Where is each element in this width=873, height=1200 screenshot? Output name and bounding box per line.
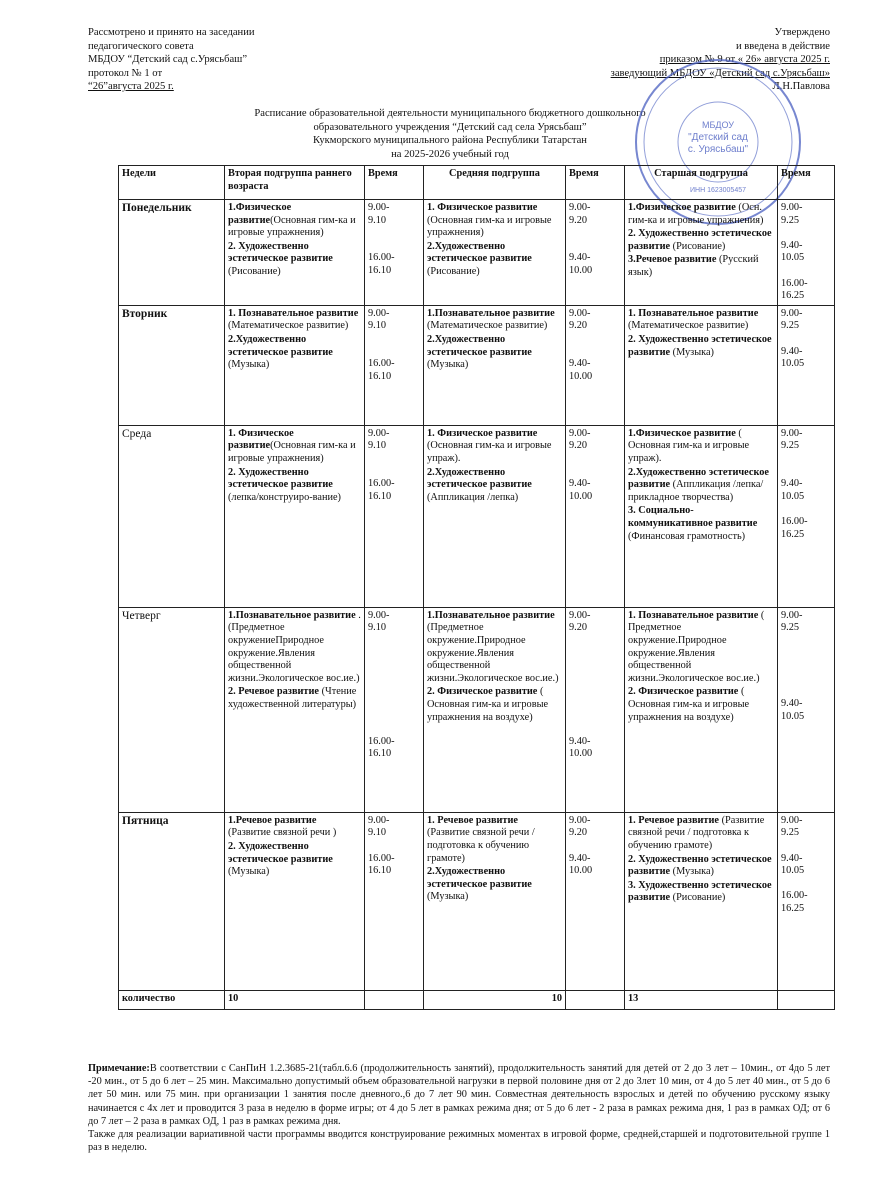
time-cell: 9.00- 9.20 9.40- 10.00 <box>566 305 625 425</box>
activity-item <box>427 815 562 865</box>
header-left-line: Рассмотрено и принято на заседании <box>88 27 255 38</box>
activity-detail: (Рисование) <box>228 265 281 277</box>
activity-item <box>427 866 562 904</box>
activity-item <box>228 841 361 879</box>
activity-cell <box>625 425 778 607</box>
activity-item <box>427 610 562 686</box>
activity-detail: (Чтение художественной литературы) <box>228 686 357 710</box>
time-cell: 9.00- 9.10 16.00- 16.10 <box>365 305 424 425</box>
activity-detail: (Музыка) <box>228 359 270 371</box>
activity-detail: (Основная гим-ка и игровые упражнения) <box>228 440 356 464</box>
activity-item <box>427 334 562 372</box>
activity-detail: (Основная гим-ка и игровые упраж). <box>427 440 552 464</box>
document-title <box>200 107 700 161</box>
count-value: 13 <box>625 990 778 1009</box>
day-cell: Пятница <box>119 812 225 990</box>
count-label: количество <box>119 990 225 1009</box>
table-row <box>119 425 835 607</box>
activity-cell <box>424 425 566 607</box>
count-value: 10 <box>424 990 566 1009</box>
activity-detail: (Музыка) <box>427 891 469 903</box>
activity-item <box>628 854 774 879</box>
activity-title: 2.Художественно эстетическое развитие <box>427 333 532 358</box>
activity-item <box>228 202 361 240</box>
activity-title: 2. Художественно эстетическое развитие <box>628 228 772 252</box>
header-right-line: Л.Н.Павлова <box>772 81 830 92</box>
activity-title: 2.Художественно эстетическое развитие <box>628 466 769 491</box>
activity-detail: (Предметное окружение.Природное окружение.Явления общественной жизни.Экологическое вос.ие.) <box>427 622 559 684</box>
stamp-text: МБДОУ <box>701 120 735 130</box>
header-right-line: приказом № 9 от « 26» августа 2025 г. <box>659 54 830 65</box>
activity-item <box>628 202 774 227</box>
activity-title: 2. Художественно эстетическое развитие <box>228 840 333 865</box>
activity-detail: ( Основная гим-ка и игровые упраж). <box>628 427 750 464</box>
activity-detail: (Рисование) <box>427 265 480 277</box>
activity-item <box>628 505 774 543</box>
time-cell: 9.00- 9.20 9.40- 10.00 <box>566 200 625 306</box>
activity-title: 2. Художественно эстетическое развитие <box>228 240 333 265</box>
activity-cell <box>225 425 365 607</box>
day-cell: Вторник <box>119 305 225 425</box>
activity-cell <box>225 200 365 306</box>
activity-item <box>427 241 562 279</box>
activity-title: 1. Познавательное развитие <box>228 307 359 319</box>
time-cell: 9.00- 9.25 9.40- 10.05 <box>778 607 835 812</box>
activity-item <box>228 815 361 840</box>
header-left-line: протокол № 1 от <box>88 67 163 79</box>
activity-title: 1. Речевое развитие <box>427 814 518 826</box>
activity-detail: (Рисование) <box>670 892 726 904</box>
column-header: Время <box>778 166 835 200</box>
time-cell: 9.00- 9.20 9.40- 10.00 <box>566 607 625 812</box>
activity-cell <box>625 607 778 812</box>
column-header: Время <box>365 166 424 200</box>
activity-title: 2.Художественно эстетическое развитие <box>427 466 532 491</box>
activity-item <box>427 467 562 505</box>
activity-detail: (Музыка) <box>427 359 469 371</box>
activity-title: 2. Физическое развитие <box>628 686 739 698</box>
activity-detail: (Основная гим-ка и игровые упражнения) <box>427 214 552 239</box>
time-cell: 9.00- 9.20 9.40- 10.00 <box>566 812 625 990</box>
activity-item <box>628 334 774 359</box>
activity-detail: ( Основная гим-ка и игровые упражнения на воздухе) <box>427 686 549 723</box>
activity-cell <box>424 305 566 425</box>
activity-detail: (Рисование) <box>670 240 726 252</box>
schedule-table <box>118 165 835 1010</box>
activity-title: 3. Художественно эстетическое развитие <box>628 879 772 904</box>
activity-title: 1.Познавательное развитие <box>427 307 555 319</box>
title-line: на 2025-2026 учебный год <box>391 148 509 160</box>
table-row <box>119 305 835 425</box>
count-value: 10 <box>225 990 365 1009</box>
activity-title: 1. Физическое развитие <box>228 427 294 452</box>
activity-title: 2.Художественно эстетическое развитие <box>427 240 532 265</box>
activity-detail: (Русский язык) <box>628 254 759 278</box>
activity-cell <box>225 305 365 425</box>
activity-detail: (лепка/конструиро-вание) <box>228 491 341 503</box>
activity-item <box>628 428 774 466</box>
activity-title: 1.Физическое развитие <box>628 202 736 213</box>
table-header-row <box>119 166 835 200</box>
activity-item <box>228 334 361 372</box>
activity-item <box>228 308 361 333</box>
activity-title: 1.Физическое развитие <box>228 202 292 226</box>
activity-item <box>628 610 774 686</box>
activity-title: 1. Познавательное развитие <box>628 307 759 319</box>
activity-cell <box>625 812 778 990</box>
header-left-line: педагогического совета <box>88 40 194 52</box>
activity-title: 1. Речевое развитие <box>628 814 719 826</box>
activity-detail: (Развитие связной речи / подготовка к обучению грамоте) <box>628 814 765 851</box>
activity-detail: ( Основная гим-ка и игровые упражнения на воздухе) <box>628 686 750 723</box>
time-cell: 9.00- 9.20 9.40- 10.00 <box>566 425 625 607</box>
activity-title: 2. Речевое развитие <box>228 686 319 698</box>
activity-item <box>427 308 562 333</box>
table-row <box>119 200 835 306</box>
stamp-text: ИНН 1623005457 <box>689 187 747 194</box>
activity-detail: (Развитие связной речи ) <box>228 827 337 839</box>
count-empty <box>365 990 424 1009</box>
day-cell: Среда <box>119 425 225 607</box>
activity-detail: (Музыка) <box>670 346 714 358</box>
table-row <box>119 607 835 812</box>
count-empty <box>778 990 835 1009</box>
activity-cell <box>625 200 778 306</box>
activity-detail: (Математическое развитие) <box>228 320 349 332</box>
title-line: Расписание образовательной деятельности муниципального бюджетного дошкольного <box>254 108 646 119</box>
column-header: Время <box>566 166 625 200</box>
time-cell: 9.00- 9.10 16.00- 16.10 <box>365 425 424 607</box>
activity-detail: (Развитие связной речи /подготовка к обучению грамоте) <box>427 827 535 864</box>
activity-title: 2. Художественно эстетическое развитие <box>628 333 772 358</box>
day-cell: Четверг <box>119 607 225 812</box>
activity-detail: (Музыка) <box>670 866 714 878</box>
activity-detail: (Осн. гим-ка и игровые упражнения) <box>628 202 764 226</box>
activity-item <box>628 228 774 253</box>
activity-title: 2. Художественно эстетическое развитие <box>628 853 772 878</box>
activity-cell <box>225 607 365 812</box>
activity-cell <box>424 200 566 306</box>
time-cell: 9.00- 9.10 16.00- 16.10 <box>365 607 424 812</box>
activity-item <box>228 686 361 711</box>
activity-item <box>228 241 361 279</box>
activity-title: 1.Познавательное развитие <box>228 609 356 621</box>
header-left-line: “26”августа 2025 г. <box>88 81 174 92</box>
activity-detail: (Математическое развитие) <box>628 320 749 332</box>
activity-title: 1. Физическое развитие <box>427 427 538 439</box>
stamp-text: с. Урясьбаш" <box>687 144 749 155</box>
activity-item <box>228 610 361 686</box>
activity-title: 1.Физическое развитие <box>628 427 736 439</box>
header-right-line: и введена в действие <box>735 40 830 52</box>
table-row <box>119 812 835 990</box>
activity-item <box>228 467 361 505</box>
time-cell: 9.00- 9.25 9.40- 10.05 16.00- 16.25 <box>778 812 835 990</box>
note-label: Примечание: <box>88 1063 150 1074</box>
activity-item <box>427 202 562 240</box>
count-row <box>119 990 835 1009</box>
activity-detail: (Аппликация /лепка/ прикладное творчества) <box>628 479 764 503</box>
header-right-line: заведующий МБДОУ «Детский сад с.Урясьбаш» <box>610 67 830 79</box>
title-line: образовательного учреждения “Детский сад села Урясьбаш” <box>313 121 587 133</box>
time-cell: 9.00- 9.10 16.00- 16.10 <box>365 200 424 306</box>
activity-item <box>228 428 361 466</box>
activity-detail: (Финансовая грамотность) <box>628 530 746 542</box>
activity-title: 3. Социально-коммуникативное развитие <box>628 505 758 529</box>
activity-detail: ( Предметное окружение.Природное окружение.Явления общественной жизни.Экологическое вос.ие.) <box>628 609 765 684</box>
activity-title: 2. Художественно эстетическое развитие <box>228 466 333 491</box>
activity-title: 2. Физическое развитие <box>427 686 538 698</box>
column-header: Недели <box>119 166 225 200</box>
activity-cell <box>225 812 365 990</box>
activity-item <box>427 686 562 724</box>
activity-detail: (Музыка) <box>228 866 270 878</box>
time-cell: 9.00- 9.10 16.00- 16.10 <box>365 812 424 990</box>
activity-title: 1.Познавательное развитие <box>427 609 555 621</box>
activity-title: 2.Художественно эстетическое развитие <box>228 333 333 358</box>
activity-cell <box>424 812 566 990</box>
approval-order-block <box>560 26 830 94</box>
time-cell: 9.00- 9.25 9.40- 10.05 16.00- 16.25 <box>778 200 835 306</box>
stamp-text: "Детский сад <box>688 132 748 143</box>
column-header: Вторая подгруппа раннего возраста <box>225 166 365 200</box>
note-paragraph: Также для реализации вариативной части программы вводится конструирование режимных моментах в игровой форме, средней,старшей и подготовительной группе 1 раз в неделю. <box>88 1129 830 1154</box>
approval-council-block <box>88 26 348 94</box>
activity-cell <box>625 305 778 425</box>
activity-title: 3.Речевое развитие <box>628 254 717 266</box>
activity-detail: (Математическое развитие) <box>427 320 548 332</box>
activity-detail: (Основная гим-ка и игровые упражнения) <box>228 214 356 239</box>
activity-title: 1. Познавательное развитие <box>628 609 759 621</box>
count-empty <box>566 990 625 1009</box>
activity-item <box>427 428 562 466</box>
note-text: В соответствии с СанПиН 1.2.3685-21(табл.6.6 (продолжительность занятий), продолжительность занятий для детей от 2 до 3 лет – 10мин., от 4до 5 лет -20 мин., от 5 до 6 лет – 25 мин. Максимально допустимый объем образовательной нагрузки в первой половине дня от 2 до 3лет 10 мин, от 4 до 5 лет 40 мин., от 5 до 6 лет 50 мин. или 75 мин. при организации 1 занятия после дневного.,6 до 7 лет 90 мин. Совместная деятельность взрослых и детей по обучению русскому языку начинается с 4х лет и проводится 3 раза в неделю в форме игры; от 4 до 5 лет в рамках режима дня; от 5 до 6 лет - 2 раза в рамках режима дня, 1 раз в рамках ОД; от 6 до 7 лет – 2 раза в рамках ОД, 1 раз в рамках режима дня. <box>88 1063 830 1127</box>
header-left-line: МБДОУ “Детский сад с.Урясьбаш” <box>88 54 248 65</box>
activity-title: 1. Физическое развитие <box>427 202 538 213</box>
activity-item <box>628 467 774 505</box>
activity-item <box>628 815 774 853</box>
column-header: Средняя подгруппа <box>424 166 566 200</box>
footnote <box>88 1062 830 1154</box>
activity-title: 2.Художественно эстетическое развитие <box>427 866 532 890</box>
title-line: Кукморского муниципального района Республики Татарстан <box>313 135 587 147</box>
activity-detail: . (Предметное окружениеПриродное окружение.Явления общественной жизни.Экологическое вос.ие.) <box>228 609 361 684</box>
header-right-line: Утверждено <box>774 27 830 38</box>
note-paragraph <box>88 1062 830 1128</box>
day-cell: Понедельник <box>119 200 225 306</box>
activity-detail: (Аппликация /лепка) <box>427 491 519 503</box>
activity-item <box>628 254 774 279</box>
activity-item <box>628 686 774 724</box>
activity-title: 1.Речевое развитие <box>228 814 317 826</box>
activity-cell <box>424 607 566 812</box>
time-cell: 9.00- 9.25 9.40- 10.05 16.00- 16.25 <box>778 425 835 607</box>
column-header: Старшая подгруппа <box>625 166 778 200</box>
time-cell: 9.00- 9.25 9.40- 10.05 <box>778 305 835 425</box>
activity-item <box>628 308 774 333</box>
activity-item <box>628 880 774 905</box>
